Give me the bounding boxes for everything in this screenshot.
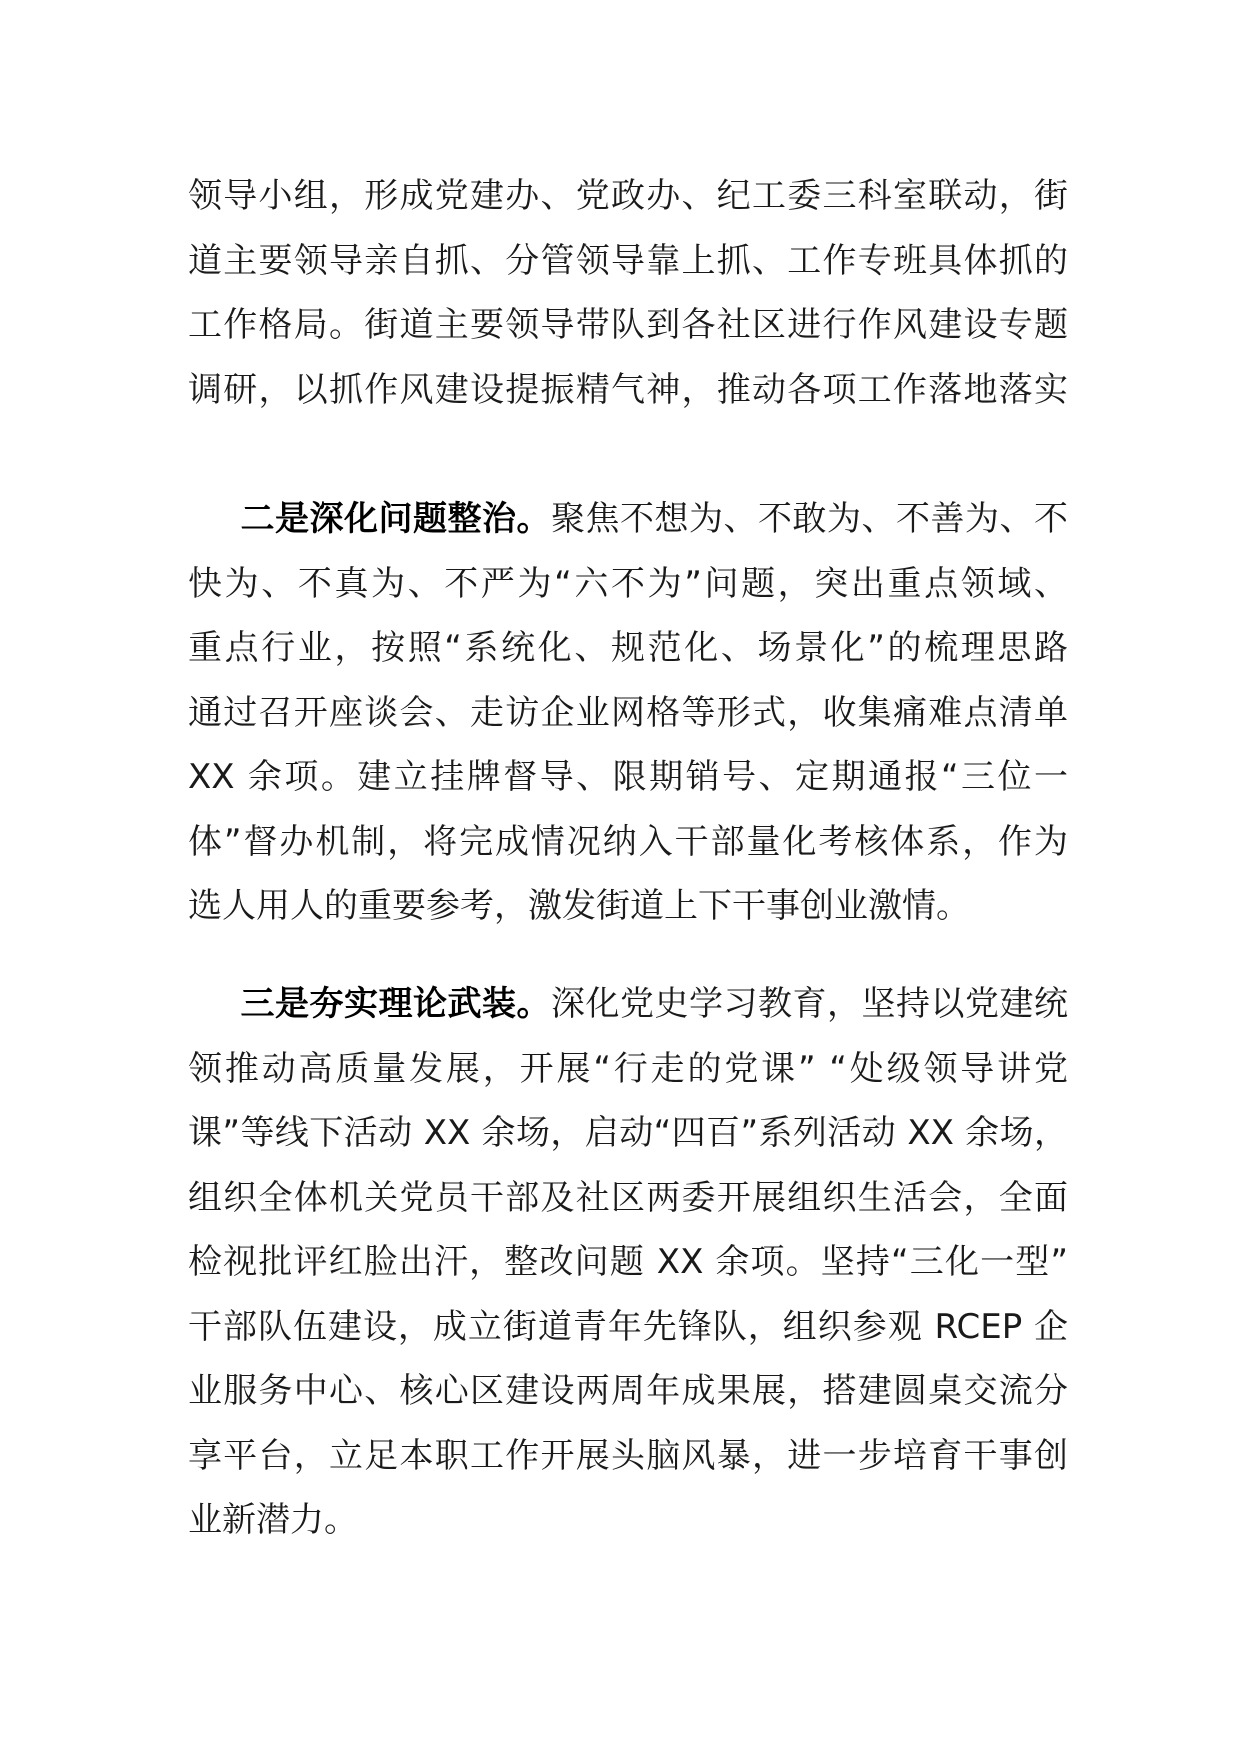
paragraph-theory-arming [188, 972, 1068, 1553]
text-line: 道主要领导亲自抓、分管领导靠上抓、工作专班具体抓的 [188, 240, 1068, 281]
text-line-first [188, 972, 1068, 1037]
text-line: 领导小组，形成党建办、党政办、纪工委三科室联动，街 [188, 176, 1068, 216]
text-line: 课”等线下活动 XX 余场，启动“四百”系列活动 XX 余场， [188, 1113, 1068, 1153]
text-line-last: 业新潜力。 [188, 1500, 358, 1540]
text-line: 享平台，立足本职工作开展头脑风暴，进一步培育干事创 [188, 1435, 1068, 1476]
paragraph-continuation [188, 164, 1068, 422]
paragraph-problem-rectification [188, 487, 1068, 939]
text-line: XX 余项。建立挂牌督导、限期销号、定期通报“三位一 [188, 757, 1068, 797]
paragraph-lead-heading: 二是深化问题整治。 [240, 499, 551, 539]
text-line: 通过召开座谈会、走访企业网格等形式，收集痛难点清单 [188, 692, 1068, 733]
text-line: 调研，以抓作风建设提振精气神，推动各项工作落地落实 [188, 369, 1068, 410]
text-line-first [188, 487, 1068, 552]
text-line: 领推动高质量发展，开展“行走的党课” “处级领导讲党 [188, 1048, 1068, 1089]
text-line-last: 选人用人的重要参考，激发街道上下干事创业激情。 [188, 886, 970, 926]
text-run: 聚焦不想为、不敢为、不善为、不 [551, 499, 1068, 539]
text-line: 重点行业，按照“系统化、规范化、场景化”的梳理思路 [188, 628, 1068, 668]
text-line: 组织全体机关党员干部及社区两委开展组织生活会，全面 [188, 1177, 1068, 1218]
paragraph-lead-heading: 三是夯实理论武装。 [240, 984, 551, 1024]
text-line: 业服务中心、核心区建设两周年成果展，搭建圆桌交流分 [188, 1371, 1068, 1411]
text-line: 检视批评红脸出汗，整改问题 XX 余项。坚持“三化一型” [188, 1242, 1068, 1282]
text-line: 体”督办机制，将完成情况纳入干部量化考核体系，作为 [188, 821, 1068, 862]
text-run: 深化党史学习教育，坚持以党建统 [551, 984, 1068, 1024]
text-line: 快为、不真为、不严为“六不为”问题，突出重点领域、 [188, 563, 1068, 604]
text-line: 工作格局。街道主要领导带队到各社区进行作风建设专题 [188, 305, 1068, 345]
text-line: 干部队伍建设，成立街道青年先锋队，组织参观 RCEP 企 [188, 1306, 1068, 1347]
